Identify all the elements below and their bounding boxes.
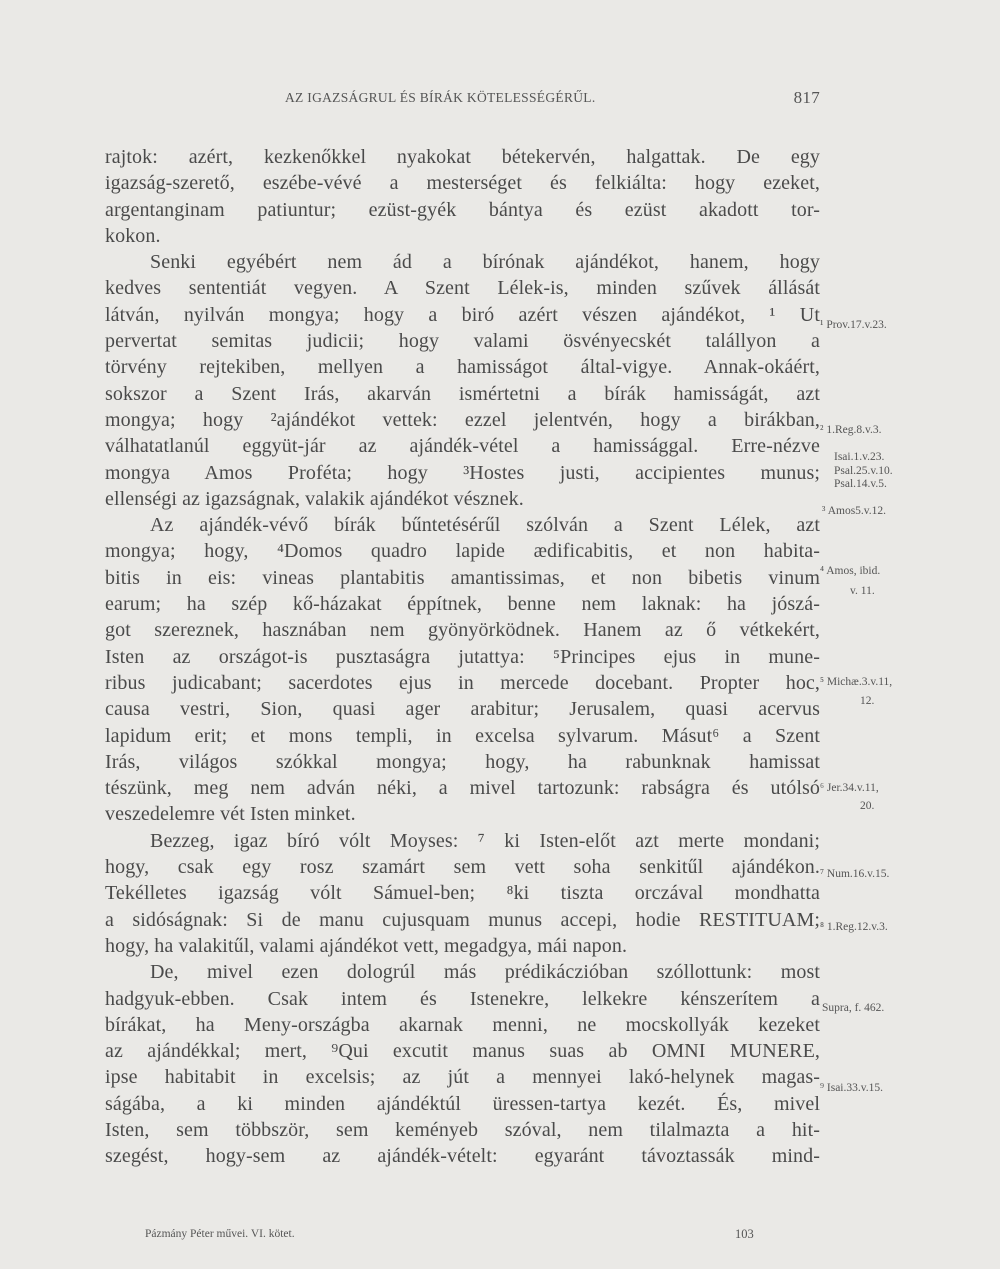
text-line: hadgyuk-ebben. Csak intem és Istenekre, lelkekre kénszerítem a bbox=[105, 987, 820, 1010]
text-line: Irás, világos szókkal mongya; hogy, ha rabunknak hamissat bbox=[105, 750, 820, 773]
text-line: causa vestri, Sion, quasi ager arabitur; Jerusalem, quasi acervus bbox=[105, 698, 820, 721]
text-line: kokon. bbox=[105, 224, 161, 247]
text-line: sokszor a Szent Irás, akarván ismértetni a bírák hamisságát, azt bbox=[105, 382, 820, 405]
margin-note: ⁸ 1.Reg.12.v.3. bbox=[820, 921, 888, 933]
text-line: Isten az országot-is pusztaságra jutattya: ⁵Principes ejus in mune- bbox=[105, 645, 820, 668]
margin-note: 20. bbox=[860, 800, 875, 812]
text-line: Bezzeg, igaz bíró vólt Moyses: ⁷ ki Isten-előt azt merte mondani; bbox=[150, 829, 820, 852]
running-title: AZ IGAZSÁGRUL ÉS BÍRÁK KÖTELESSÉGÉRŰL. bbox=[285, 90, 596, 105]
margin-note: ³ Amos5.v.12. bbox=[822, 505, 887, 517]
text-line: hogy, csak egy rosz szamárt sem vett soha senkitűl ajándékon. bbox=[105, 856, 820, 879]
text-line: bírákat, ha Meny-országba akarnak menni, ne mocskollyák kezeket bbox=[105, 1013, 820, 1036]
text-line: ellenségi az igazságnak, valakik ajándékot vésznek. bbox=[105, 487, 524, 510]
text-line: törvény rejtekiben, mellyen a hamisságot által-vigye. Annak-okáért, bbox=[105, 356, 820, 379]
page-number: 817 bbox=[793, 88, 820, 107]
margin-note: ² 1.Reg.8.v.3. bbox=[820, 424, 882, 436]
text-line: lapidum erit; et mons templi, in excelsa sylvarum. Másut⁶ a Szent bbox=[105, 724, 820, 747]
margin-note: ⁵ Michæ.3.v.11, bbox=[820, 676, 893, 688]
text-line: mongya; hogy ²ajándékot vettek: ezzel jelentvén, hogy a birákban, bbox=[105, 408, 820, 431]
margin-note: ¹ Prov.17.v.23. bbox=[820, 319, 887, 331]
text-line: pervertat semitas judicii; hogy valami ösvényecskét talállyon a bbox=[105, 330, 820, 353]
text-line: rajtok: azért, kezkenőkkel nyakokat bétekervén, halgattak. De egy bbox=[105, 146, 820, 168]
text-line: Senki egyébért nem ád a bírónak ajándékot, hanem, hogy bbox=[150, 251, 820, 274]
text-line: hogy, ha valakitűl, valami ajándékot vett, megadgya, mái napon. bbox=[105, 934, 628, 957]
text-line: igazság-szerető, eszébe-vévé a mesterséget és felkiálta: hogy ezeket, bbox=[105, 172, 820, 195]
text-line: ságába, a ki minden ajándéktúl üressen-tartya kezét. És, mivel bbox=[105, 1092, 820, 1115]
running-header bbox=[285, 90, 820, 106]
text-line: szegést, hogy-sem az ajándék-vételt: egyaránt távoztassák mind- bbox=[105, 1145, 820, 1168]
margin-note: Isai.1.v.23. bbox=[834, 451, 885, 463]
text-line: Isten, sem többször, sem keményeb szóval, nem tilalmazta a hit- bbox=[105, 1118, 820, 1141]
text-line: látván, nyilván mongya; hogy a biró azért vészen ajándékot, ¹ Ut bbox=[105, 303, 820, 326]
text-line: kedves sententiát vegyen. A Szent Lélek-is, minden szűvek állását bbox=[105, 277, 820, 300]
text-line: De, mivel ezen dologrúl más prédikáczióban szóllottunk: most bbox=[150, 961, 820, 984]
text-line: argentanginam patiuntur; ezüst-gyék bántya és ezüst akadott tor- bbox=[105, 198, 820, 221]
text-line: bitis in eis: vineas plantabitis amantissimas, et non bibetis vinum bbox=[105, 566, 820, 589]
margin-note: ⁶ Jer.34.v.11, bbox=[820, 782, 879, 794]
text-line: ribus judicabant; sacerdotes ejus in mercede docebant. Propter hoc, bbox=[105, 671, 820, 694]
text-line: got szereznek, hasznában nem gyönyörködnek. Hanem az ő vétkekért, bbox=[105, 619, 820, 642]
body-text bbox=[105, 144, 820, 1170]
margin-note: ⁷ Num.16.v.15. bbox=[820, 868, 890, 880]
margin-note: Psal.25.v.10. bbox=[834, 465, 893, 477]
margin-note: Supra, f. 462. bbox=[822, 1002, 885, 1014]
text-line: a sidóságnak: Si de manu cujusquam munus accepi, hodie RESTITUAM; bbox=[105, 908, 820, 931]
margin-note: ⁹ Isai.33.v.15. bbox=[820, 1082, 883, 1094]
text-line: veszedelemre vét Isten minket. bbox=[105, 803, 356, 826]
text-line: earum; ha szép kő-házakat éppítnek, benne nem laknak: ha jószá- bbox=[105, 593, 820, 616]
margin-note: Psal.14.v.5. bbox=[834, 478, 887, 490]
text-line: mongya Amos Proféta; hogy ³Hostes justi, accipientes munus; bbox=[105, 461, 820, 484]
margin-note: 12. bbox=[860, 695, 875, 707]
text-line: Tekélletes igazság vólt Sámuel-ben; ⁸ki tiszta orczával mondhatta bbox=[105, 882, 820, 905]
text-line: Az ajándék-vévő bírák bűntetésérűl szólván a Szent Lélek, azt bbox=[150, 514, 820, 537]
text-line: válhatatlanúl eggyüt-jár az ajándék-vétel a hamissággal. Erre-nézve bbox=[105, 435, 820, 458]
text-line: az ajándékkal; mert, ⁹Qui excutit manus suas ab OMNI MUNERE, bbox=[105, 1040, 820, 1063]
signature-mark: 103 bbox=[735, 1227, 754, 1241]
text-line: tészünk, meg nem adván néki, a mivel tartozunk: rabságra és utólsó bbox=[105, 777, 820, 800]
text-line: mongya; hogy, ⁴Domos quadro lapide ædificabitis, et non habita- bbox=[105, 540, 820, 563]
text-line: ipse habitabit in excelsis; az jút a mennyei lakó-helynek magas- bbox=[105, 1066, 820, 1089]
footer-title: Pázmány Péter művei. VI. kötet. bbox=[145, 1228, 295, 1240]
margin-note: v. 11. bbox=[850, 585, 875, 597]
margin-note: ⁴ Amos, ibid. bbox=[820, 565, 881, 577]
